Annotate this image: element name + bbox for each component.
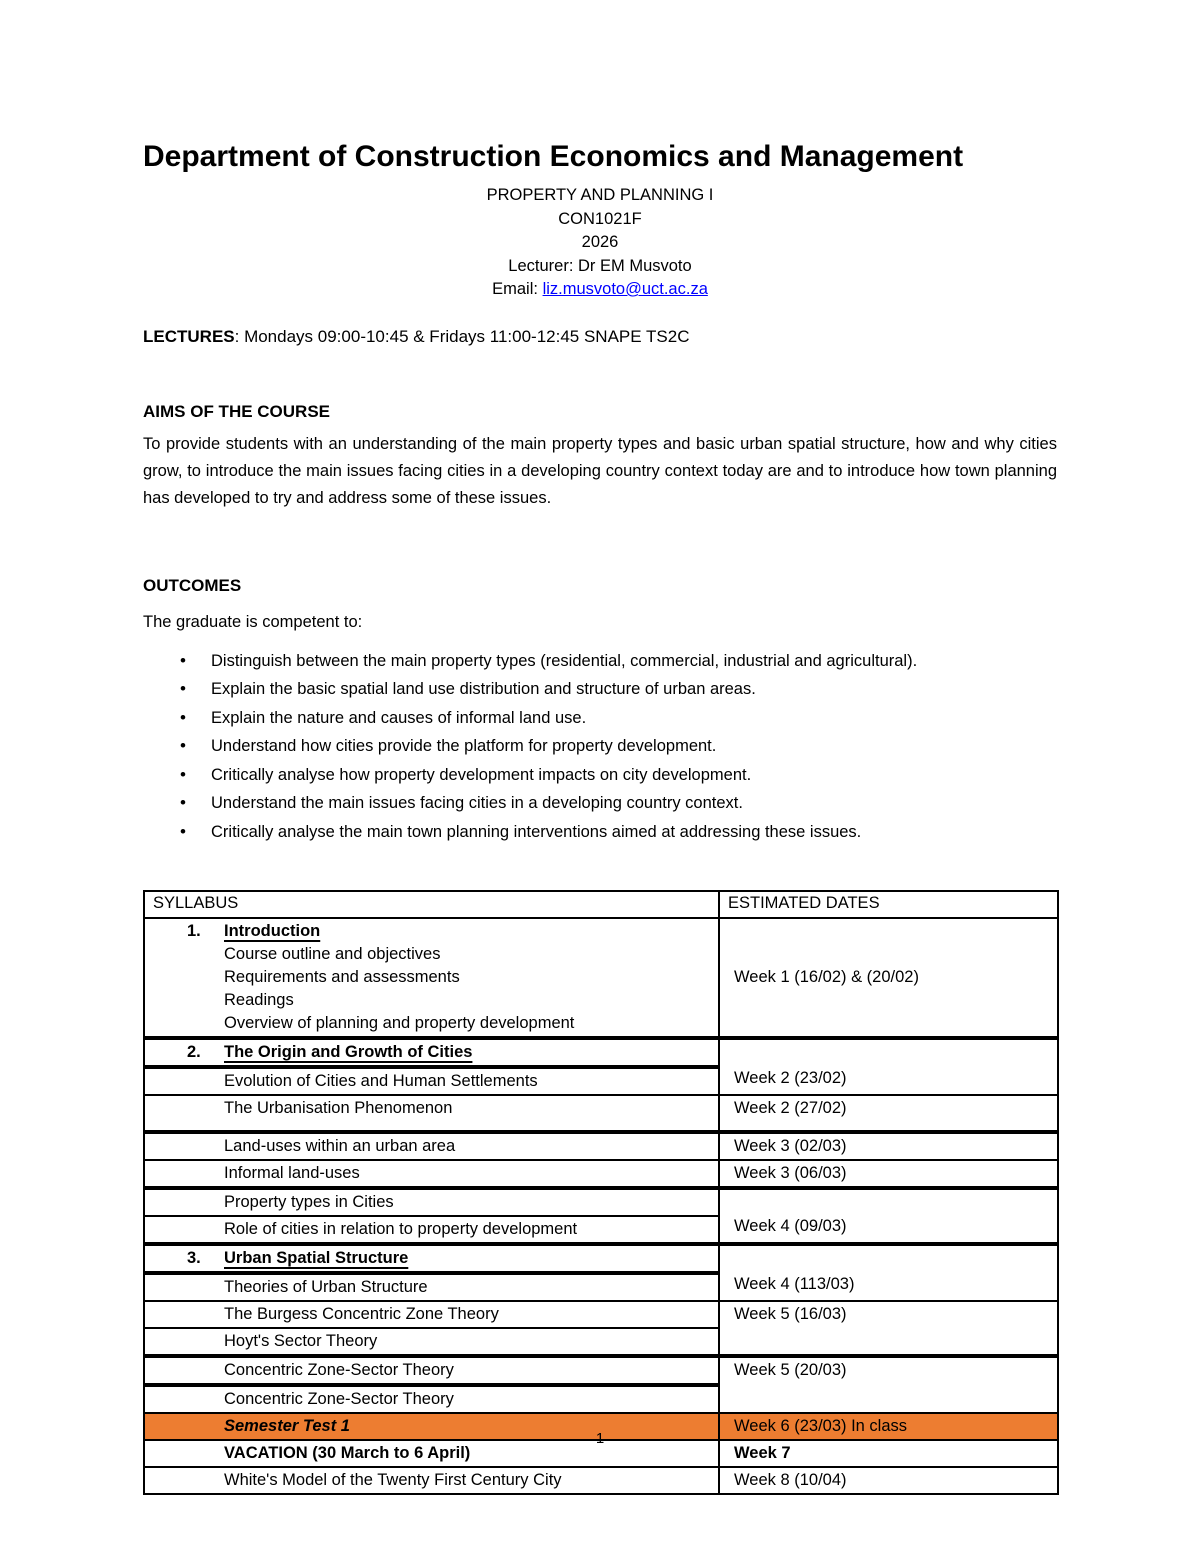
syllabus-column-header: SYLLABUS	[144, 891, 719, 918]
table-row	[144, 1038, 1058, 1067]
course-year: 2026	[581, 233, 619, 251]
table-row	[144, 1356, 1058, 1385]
date-cell: Week 8 (10/04)	[719, 1467, 1058, 1494]
syllabus-cell: White's Model of the Twenty First Century City	[144, 1467, 719, 1494]
date-cell: Week 3 (06/03)	[719, 1160, 1058, 1188]
lectures-text: : Mondays 09:00-10:45 & Fridays 11:00-12:45 SNAPE TS2C	[234, 326, 690, 346]
table-row	[144, 1244, 1058, 1273]
date-cell: Week 4 (113/03)	[719, 1244, 1058, 1301]
syllabus-cell: VACATION (30 March to 6 April)	[144, 1440, 719, 1467]
syllabus-table	[143, 890, 1059, 1495]
section-line	[145, 920, 710, 943]
outcome-item: • Critically analyse the main town planning interventions aimed at addressing these issues.	[143, 822, 1057, 844]
table-row	[144, 1095, 1058, 1132]
syllabus-cell	[144, 1244, 719, 1273]
lectures-line	[143, 327, 1057, 347]
date-cell: Week 1 (16/02) & (20/02)	[719, 918, 1058, 1038]
outcomes-intro: The graduate is competent to:	[143, 612, 363, 631]
page-title: Department of Construction Economics and Management	[143, 140, 964, 173]
section-number: 1.	[187, 922, 201, 940]
table-row	[144, 1188, 1058, 1216]
table-row	[144, 1132, 1058, 1160]
syllabus-cell: Semester Test 1	[144, 1413, 719, 1440]
lectures-label: LECTURES	[143, 326, 235, 346]
section-number: 2.	[187, 1043, 201, 1061]
course-code: CON1021F	[558, 209, 642, 228]
lecturer-line: Lecturer: Dr EM Musvoto	[508, 256, 692, 275]
section-title: Urban Spatial Structure	[224, 1249, 409, 1267]
sub-item: Requirements and assessments	[224, 968, 460, 986]
outcome-item: • Understand the main issues facing cities in a developing country context.	[143, 793, 1057, 815]
table-header-row	[144, 891, 1058, 918]
outcomes-heading: OUTCOMES	[143, 575, 242, 595]
syllabus-cell: Concentric Zone-Sector Theory	[144, 1385, 719, 1413]
date-cell: Week 5 (16/03)	[719, 1301, 1058, 1356]
syllabus-cell: Informal land-uses	[144, 1160, 719, 1188]
date-cell: Week 2 (27/02)	[719, 1095, 1058, 1132]
date-cell: Week 2 (23/02)	[719, 1038, 1058, 1095]
section-number: 3.	[187, 1249, 201, 1267]
aims-heading: AIMS OF THE COURSE	[143, 401, 331, 421]
sub-item: Course outline and objectives	[224, 945, 441, 963]
date-cell: Week 3 (02/03)	[719, 1132, 1058, 1160]
date-cell: Week 4 (09/03)	[719, 1188, 1058, 1244]
sub-item: Overview of planning and property development	[224, 1014, 575, 1032]
email-line	[143, 278, 1057, 302]
outcome-item: • Critically analyse how property development impacts on city development.	[143, 765, 1057, 787]
date-cell: Week 5 (20/03)	[719, 1356, 1058, 1413]
table-row	[144, 1301, 1058, 1328]
outcome-item: • Distinguish between the main property types (residential, commercial, industrial and agricultural).	[143, 651, 1057, 673]
syllabus-cell: Concentric Zone-Sector Theory	[144, 1356, 719, 1385]
dates-column-header: ESTIMATED DATES	[719, 891, 1058, 918]
outcome-item: • Explain the basic spatial land use distribution and structure of urban areas.	[143, 679, 1057, 701]
course-name: PROPERTY AND PLANNING I	[486, 186, 714, 204]
table-row	[144, 918, 1058, 1038]
aims-body: To provide students with an understanding of the main property types and basic urban spatial structure, how and why cities grow, to introduce the main issues facing cities in a developing country context today are and to introduce how town planning has developed to try and address some of these issues.	[143, 434, 1057, 507]
outcome-item: • Explain the nature and causes of informal land use.	[143, 708, 1057, 730]
email-label: Email:	[492, 280, 543, 298]
syllabus-cell: Property types in Cities	[144, 1188, 719, 1216]
email-link[interactable]: liz.musvoto@uct.ac.za	[542, 280, 708, 298]
date-cell: Week 6 (23/03) In class	[719, 1413, 1058, 1440]
syllabus-cell: Theories of Urban Structure	[144, 1273, 719, 1301]
table-row	[144, 1467, 1058, 1494]
syllabus-cell: Hoyt's Sector Theory	[144, 1328, 719, 1356]
syllabus-cell: The Urbanisation Phenomenon	[144, 1095, 719, 1132]
syllabus-cell: The Burgess Concentric Zone Theory	[144, 1301, 719, 1328]
sub-item: Readings	[224, 991, 294, 1009]
syllabus-cell: Evolution of Cities and Human Settlements	[144, 1067, 719, 1095]
syllabus-cell	[144, 918, 719, 1038]
outcome-item: • Understand how cities provide the platform for property development.	[143, 736, 1057, 758]
course-header-block	[143, 184, 1057, 302]
syllabus-cell: Land-uses within an urban area	[144, 1132, 719, 1160]
section-title: Introduction	[224, 922, 321, 940]
outcomes-list	[143, 651, 1057, 844]
section-title: The Origin and Growth of Cities	[224, 1043, 473, 1061]
page-number: 1	[595, 1430, 605, 1447]
syllabus-cell: Role of cities in relation to property development	[144, 1216, 719, 1244]
date-cell: Week 7	[719, 1440, 1058, 1467]
syllabus-cell	[144, 1038, 719, 1067]
table-row	[144, 1160, 1058, 1188]
